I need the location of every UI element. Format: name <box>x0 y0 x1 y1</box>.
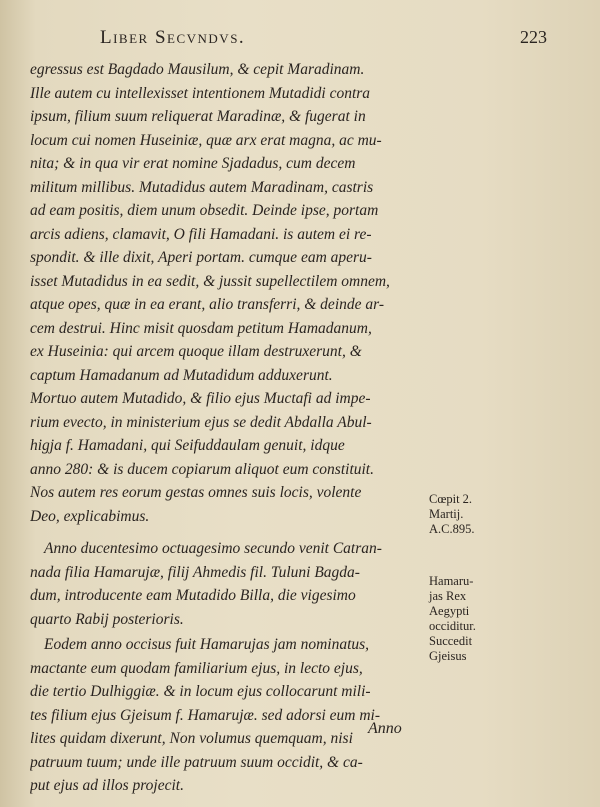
text-line: isset Mutadidus in ea sedit, & jussit supellectilem omnem, <box>30 272 390 290</box>
text-line: spondit. & ille dixit, Aperi portam. cumque eam aperu- <box>30 249 372 266</box>
text-line: ipsum, filium suum reliquerat Maradinæ, & fugerat in <box>30 108 366 125</box>
paragraph-1 <box>30 58 430 528</box>
text-line: Eodem anno occisus fuit Hamarujas jam nominatus, <box>44 636 370 653</box>
text-line: quarto Rabij posterioris. <box>30 610 184 628</box>
text-line: dum, introducente eam Mutadido Billa, die vigesimo <box>30 587 356 604</box>
main-text <box>30 58 430 798</box>
margin-note-line: Succedit <box>429 634 473 648</box>
running-title: Liber Secvndvs. <box>100 27 246 48</box>
text-line: cem destrui. Hinc misit quosdam petitum Hamadanum, <box>30 319 372 337</box>
paragraph-3 <box>30 633 430 798</box>
catchword: Anno <box>368 720 402 737</box>
margin-note-line: Cœpit 2. <box>429 492 473 506</box>
margin-note-line: Martij. <box>429 507 464 521</box>
text-line: tes filium ejus Gjeisum f. Hamarujæ. sed adorsi eum mi- <box>30 706 381 724</box>
text-line: captum Hamadanum ad Mutadidum adduxerunt. <box>30 366 333 384</box>
margin-note-line: Gjeisus <box>429 649 467 663</box>
text-line: put ejus ad illos projecit. <box>30 777 184 794</box>
text-line: nada filia Hamarujæ, filij Ahmedis fil. Tuluni Bagda- <box>30 563 360 581</box>
text-line: Anno ducentesimo octuagesimo secundo venit Catran- <box>44 540 382 557</box>
margin-note-line: Aegypti <box>429 604 470 618</box>
margin-note-hamarujas <box>429 574 529 664</box>
text-line: Nos autem res eorum gestas omnes suis locis, volente <box>30 484 362 501</box>
text-line: patruum tuum; unde ille patruum suum occidit, & ca- <box>30 753 363 771</box>
text-line: ad eam positis, diem unum obsedit. Deinde ipse, portam <box>30 202 379 219</box>
text-line: egressus est Bagdado Mausilum, & cepit Maradinam. <box>30 61 365 78</box>
text-line: Deo, explicabimus. <box>30 507 150 525</box>
paragraph-2 <box>30 537 430 631</box>
margin-note-line: jas Rex <box>429 589 467 603</box>
margin-note-date <box>429 492 529 537</box>
text-line: nita; & in qua vir erat nomine Sjadadus, cum decem <box>30 155 356 172</box>
text-line: ex Huseinia: qui arcem quoque illam destruxerunt, & <box>30 343 362 360</box>
text-line: arcis adiens, clamavit, O fili Hamadani. is autem ei re- <box>30 225 372 243</box>
text-line: Mortuo autem Mutadido, & filio ejus Muctafi ad impe- <box>30 390 371 407</box>
text-line: mactante eum quodam familiarium ejus, in lecto ejus, <box>30 659 363 677</box>
text-line: locum cui nomen Huseiniæ, quæ arx erat magna, ac mu- <box>30 131 382 149</box>
page-header <box>0 27 600 51</box>
text-line: Ille autem cu intellexisset intentionem Mutadidi contra <box>30 84 371 102</box>
margin-note-line: A.C.895. <box>429 522 475 536</box>
text-line: die tertio Dulhiggiæ. & in locum ejus collocarunt mili- <box>30 683 371 700</box>
text-line: rium evecto, in ministerium ejus se dedit Abdalla Abul- <box>30 413 372 431</box>
text-line: anno 280: & is ducem copiarum aliquot eum constituit. <box>30 460 374 478</box>
margin-note-line: Hamaru- <box>429 574 474 588</box>
text-line: atque opes, quæ in ea erant, alio transferri, & deinde ar- <box>30 296 385 313</box>
page-number: 223 <box>520 27 547 47</box>
text-line: higja f. Hamadani, qui Seifuddaulam genuit, idque <box>30 437 345 454</box>
margin-note-line: occiditur. <box>429 619 476 633</box>
text-line: militum millibus. Mutadidus autem Maradinam, castris <box>30 178 374 196</box>
text-line: lites quidam dixerunt, Non volumus quemquam, nisi <box>30 730 353 747</box>
